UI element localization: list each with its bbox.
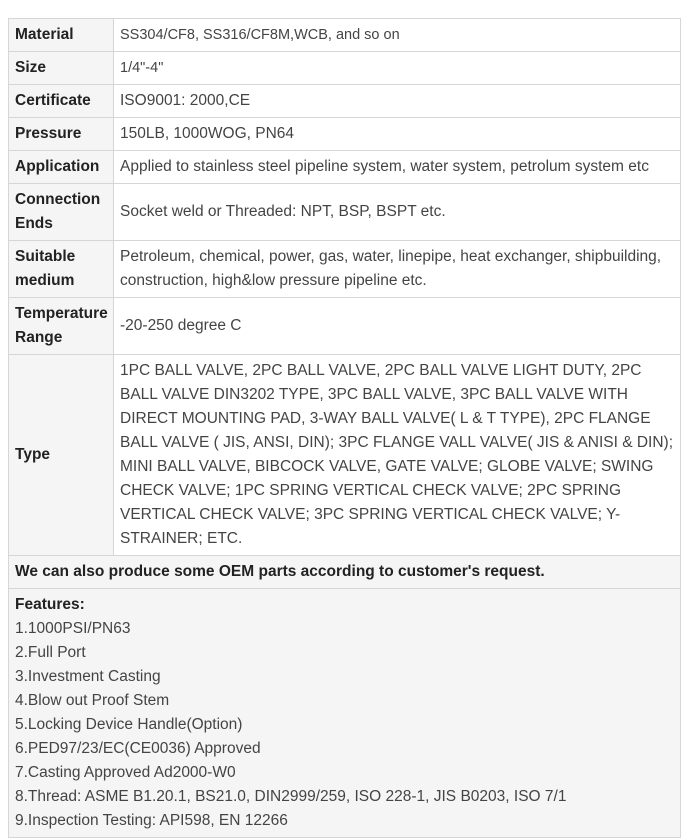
- spec-row-material: [9, 19, 681, 52]
- spec-row-connection-ends: [9, 184, 681, 241]
- oem-note: We can also produce some OEM parts according to customer's request.: [9, 556, 681, 589]
- spec-label: Suitable medium: [9, 241, 114, 298]
- spec-row-size: [9, 52, 681, 85]
- spec-row-application: [9, 151, 681, 184]
- spec-value: Applied to stainless steel pipeline system, water system, petrolum system etc: [114, 151, 681, 184]
- spec-value: 150LB, 1000WOG, PN64: [114, 118, 681, 151]
- feature-item: 5.Locking Device Handle(Option): [15, 716, 243, 733]
- feature-item: 9.Inspection Testing: API598, EN 12266: [15, 812, 288, 829]
- features-row: [9, 589, 681, 838]
- feature-item: 8.Thread: ASME B1.20.1, BS21.0, DIN2999/259, ISO 228-1, JIS B0203, ISO 7/1: [15, 788, 567, 805]
- spec-label: Pressure: [9, 118, 114, 151]
- spec-label: Type: [9, 355, 114, 556]
- spec-label: Size: [9, 52, 114, 85]
- spec-value: -20-250 degree C: [114, 298, 681, 355]
- spec-row-suitable-medium: [9, 241, 681, 298]
- features-block: [9, 589, 681, 838]
- spec-label: Connection Ends: [9, 184, 114, 241]
- oem-row: [9, 556, 681, 589]
- features-title: Features:: [15, 596, 85, 613]
- spec-label: Temperature Range: [9, 298, 114, 355]
- spec-row-type: [9, 355, 681, 556]
- spec-value: 1/4"-4": [114, 52, 681, 85]
- spec-row-pressure: [9, 118, 681, 151]
- spec-value: Socket weld or Threaded: NPT, BSP, BSPT etc.: [114, 184, 681, 241]
- spec-value: ISO9001: 2000,CE: [114, 85, 681, 118]
- feature-item: 3.Investment Casting: [15, 668, 161, 685]
- feature-item: 2.Full Port: [15, 644, 86, 661]
- spec-row-certificate: [9, 85, 681, 118]
- spec-label: Material: [9, 19, 114, 52]
- feature-item: 7.Casting Approved Ad2000-W0: [15, 764, 236, 781]
- spec-label: Application: [9, 151, 114, 184]
- feature-item: 4.Blow out Proof Stem: [15, 692, 170, 709]
- spec-value: SS304/CF8, SS316/CF8M,WCB, and so on: [114, 19, 681, 52]
- spec-row-temperature-range: [9, 298, 681, 355]
- feature-item: 1.1000PSI/PN63: [15, 620, 131, 637]
- spec-value: 1PC BALL VALVE, 2PC BALL VALVE, 2PC BALL VALVE LIGHT DUTY, 2PC BALL VALVE DIN3202 TYPE, 3PC BALL VALVE, 3PC BALL VALVE WITH DIRECT MOUNTING PAD, 3-WAY BALL VALVE( L & T TYPE), 2PC FLANGE BALL VALVE ( JIS, ANSI, DIN); 3PC FLANGE VALL VALVE( JIS & ANISI & DIN); MINI BALL VALVE, BIBCOCK VALVE, GATE VALVE; GLOBE VALVE; SWING CHECK VALVE; 1PC SPRING VERTICAL CHECK VALVE; 2PC SPRING VERTICAL CHECK VALVE; 3PC SPRING VERTICAL CHECK VALVE; Y-STRAINER; ETC.: [114, 355, 681, 556]
- spec-label: Certificate: [9, 85, 114, 118]
- spec-table: [8, 18, 681, 838]
- spec-value: Petroleum, chemical, power, gas, water, linepipe, heat exchanger, shipbuilding, construction, high&low pressure pipeline etc.: [114, 241, 681, 298]
- feature-item: 6.PED97/23/EC(CE0036) Approved: [15, 740, 261, 757]
